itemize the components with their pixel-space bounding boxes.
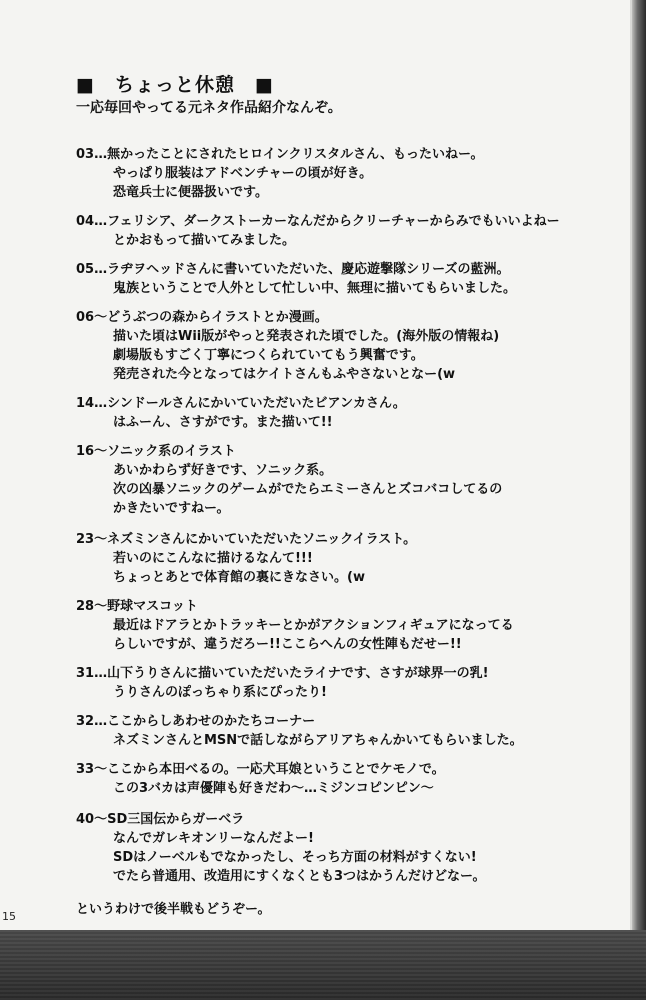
entry-body-line: らしいですが、違うだろー!!ここらへんの女性陣もだせー!!: [113, 637, 462, 652]
entry-title-line: 33～ここから本田べるの。一応犬耳娘ということでケモノで。: [76, 762, 445, 777]
entry-body-line: はふーん、さすがです。また描いて!!: [113, 415, 333, 430]
entry-body-line: ネズミンさんとMSNで話しながらアリアちゃんかいてもらいました。: [113, 733, 523, 748]
entry-body-line: 発売された今となってはケイトさんもふやさないとなー(w: [113, 367, 456, 382]
entry-7: [76, 597, 616, 654]
entry-9: [76, 712, 616, 750]
entry-body-line: 鬼族ということで人外として忙しい中、無理に描いてもらいました。: [113, 281, 517, 296]
entry-title-line: 05…ラヂヲヘッドさんに書いていただいた、慶応遊撃隊シリーズの藍洲。: [76, 262, 510, 277]
entry-12: [76, 900, 616, 919]
entry-title-line: 03…無かったことにされたヒロインクリスタルさん、もったいねー。: [76, 147, 484, 162]
entry-body-line: なんでガレキオンリーなんだよー!: [113, 831, 314, 846]
page-edge-shadow: [632, 0, 646, 930]
entry-10: [76, 760, 616, 798]
entry-title-line: 28～野球マスコット: [76, 599, 198, 614]
entry-6: [76, 530, 616, 587]
entry-body-line: とかおもって描いてみました。: [113, 233, 296, 248]
entry-4: [76, 394, 616, 432]
entry-title-line: 40～SD三国伝からガーベラ: [76, 812, 245, 827]
entry-title-line: 31…山下うりさんに描いていただいたライナです、さすが球界一の乳!: [76, 666, 489, 681]
entry-title-line: 23～ネズミンさんにかいていただいたソニックイラスト。: [76, 532, 417, 547]
page-heading: ■ ちょっと休憩 ■: [76, 74, 274, 96]
entry-body-line: 最近はドアラとかトラッキーとかがアクションフィギュアになってる: [113, 618, 514, 633]
entry-body-line: うりさんのぽっちゃり系にぴったり!: [113, 685, 327, 700]
entry-body-line: 次の凶暴ソニックのゲームがでたらエミーさんとズコバコしてるの: [113, 482, 503, 497]
entry-title-line: 14…シンドールさんにかいていただいたビアンカさん。: [76, 396, 406, 411]
entry-body-line: でたら普通用、改造用にすくなくとも3つはかうんだけどなー。: [113, 869, 486, 884]
heading-block: [76, 72, 342, 118]
entry-body-line: かきたいですねー。: [113, 501, 230, 516]
entry-title-line: というわけで後半戦もどうぞー。: [76, 902, 271, 917]
intro-text: 一応毎回やってる元ネタ作品紹介なんぞ。: [76, 100, 342, 116]
entry-body-line: 描いた頃はWii版がやっと発表された頃でした。(海外版の情報ね): [113, 329, 500, 344]
entry-11: [76, 810, 616, 886]
entry-title-line: 06～どうぶつの森からイラストとか漫画。: [76, 310, 328, 325]
entry-1: [76, 212, 616, 250]
entry-title-line: 16～ソニック系のイラスト: [76, 444, 236, 459]
entry-body-line: SDはノーベルもでなかったし、そっち方面の材料がすくない!: [113, 850, 477, 865]
entry-title-line: 04…フェリシア、ダークストーカーなんだからクリーチャーからみでもいいよねー: [76, 214, 560, 229]
entry-body-line: ちょっとあとで体育館の裏にきなさい。(w: [113, 570, 365, 585]
entry-body-line: あいかわらず好きです、ソニック系。: [113, 463, 333, 478]
entry-title-line: 32…ここからしあわせのかたちコーナー: [76, 714, 316, 729]
entry-body-line: 若いのにこんなに描けるなんて!!!: [113, 551, 313, 566]
entry-8: [76, 664, 616, 702]
entry-body-line: 劇場版もすごく丁寧につくられていてもう興奮です。: [113, 348, 424, 363]
entry-3: [76, 308, 616, 384]
entry-5: [76, 442, 616, 518]
scan-background-strip: [0, 930, 646, 1000]
page-number: 15: [2, 910, 16, 923]
entry-body-line: やっぱり服装はアドベンチャーの頃が好き。: [113, 166, 373, 181]
entry-body-line: 恐竜兵士に便器扱いです。: [113, 185, 268, 200]
entry-list: [76, 135, 616, 919]
entry-body-line: この3バカは声優陣も好きだわ～…ミジンコピンピン～: [113, 781, 434, 796]
entry-2: [76, 260, 616, 298]
entry-0: [76, 145, 616, 202]
